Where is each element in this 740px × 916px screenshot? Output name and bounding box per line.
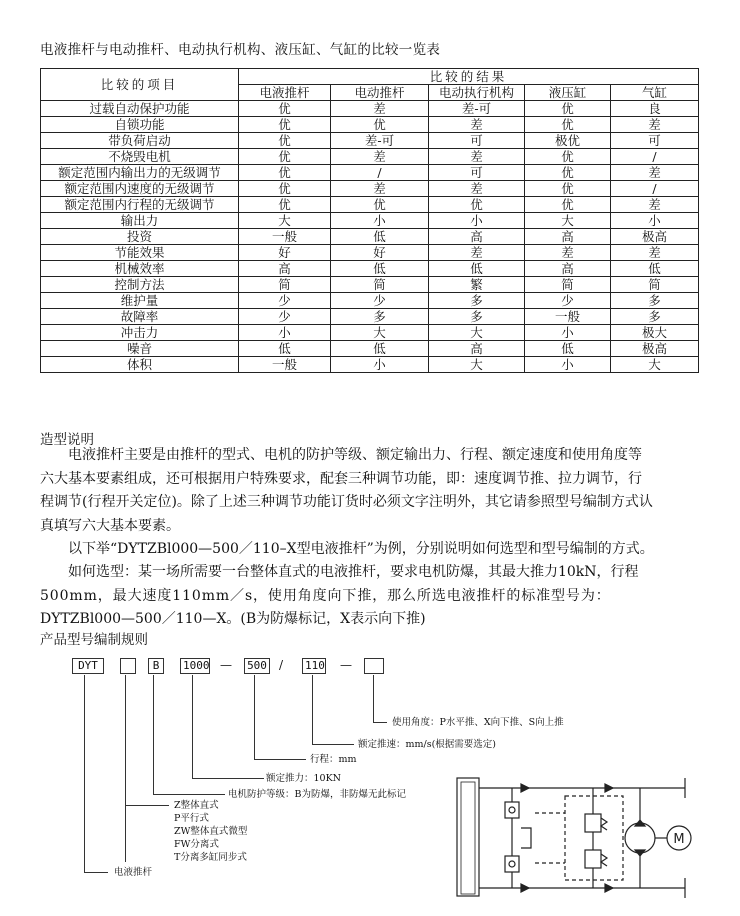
motor-symbol: M: [673, 832, 685, 847]
text-line: DYTZBl000—500／110—X。(B为防爆标记，X表示向下推): [40, 611, 426, 627]
column-header: 电动执行机构: [429, 85, 525, 101]
table-cell: /: [611, 181, 699, 197]
table-cell: 优: [239, 149, 331, 165]
table-cell: 优: [331, 197, 429, 213]
row-label: 过载自动保护功能: [41, 101, 239, 117]
table-cell: 低: [525, 341, 611, 357]
code-box-stroke: 500: [244, 658, 270, 674]
table-row: [41, 261, 699, 277]
table-row: [41, 149, 699, 165]
hydraulic-circuit-diagram: [455, 768, 700, 908]
table-cell: 高: [239, 261, 331, 277]
table-cell: 低: [331, 341, 429, 357]
table-cell: 高: [525, 229, 611, 245]
table-cell: 简: [239, 277, 331, 293]
table-cell: 差: [429, 117, 525, 133]
table-cell: 极高: [611, 341, 699, 357]
label-type-3: ZW整体直式微型: [174, 826, 248, 837]
table-cell: 优: [239, 101, 331, 117]
table-cell: 可: [429, 165, 525, 181]
table-cell: 小: [611, 213, 699, 229]
table-cell: 优: [239, 117, 331, 133]
table-cell: 差: [429, 149, 525, 165]
table-cell: 差: [525, 245, 611, 261]
code-box-angle: [364, 658, 384, 674]
row-label: 自锁功能: [41, 117, 239, 133]
label-force: 额定推力：10KN: [266, 773, 341, 784]
label-angle: 使用角度：P水平推、X向下推、S向上推: [392, 717, 564, 728]
table-cell: 少: [331, 293, 429, 309]
header-result: 比较的结果: [239, 69, 699, 85]
selection-paragraph-3: [40, 561, 700, 632]
table-cell: 大: [331, 325, 429, 341]
table-cell: 差: [611, 197, 699, 213]
table-cell: 优: [525, 165, 611, 181]
table-cell: 优: [239, 197, 331, 213]
table-row: [41, 101, 699, 117]
table-cell: 差: [331, 181, 429, 197]
table-cell: 优: [331, 117, 429, 133]
table-row: [41, 197, 699, 213]
table-cell: 低: [331, 229, 429, 245]
table-cell: 大: [429, 325, 525, 341]
table-row: [41, 245, 699, 261]
table-cell: 差: [429, 245, 525, 261]
header-item: 比较的项目: [41, 69, 239, 101]
table-cell: 差: [611, 165, 699, 181]
table-cell: 低: [429, 261, 525, 277]
table-cell: /: [611, 149, 699, 165]
table-body: [41, 101, 699, 373]
table-cell: 多: [429, 309, 525, 325]
table-cell: 高: [429, 229, 525, 245]
row-label: 额定范围内行程的无级调节: [41, 197, 239, 213]
code-box-force: 1000: [180, 658, 210, 674]
selection-heading: 造型说明: [40, 432, 94, 448]
table-cell: 小: [429, 213, 525, 229]
table-cell: 大: [239, 213, 331, 229]
table-cell: 大: [429, 357, 525, 373]
table-cell: 极大: [611, 325, 699, 341]
table-cell: 差: [611, 245, 699, 261]
table-cell: /: [331, 165, 429, 181]
code-box-dyt: DYT: [72, 658, 104, 674]
text-line: 电液推杆主要是由推杆的型式、电机的防护等级、额定输出力、行程、额定速度和使用角度等: [68, 447, 642, 463]
table-cell: 优: [239, 181, 331, 197]
table-cell: 极高: [611, 229, 699, 245]
text-line: 如何选型：某一场所需要一台整体直式的电液推杆，要求电机防爆，其最大推力10kN，行程: [68, 564, 639, 580]
table-cell: 多: [611, 293, 699, 309]
row-label: 故障率: [41, 309, 239, 325]
table-row: [41, 133, 699, 149]
table-row: [41, 117, 699, 133]
table-cell: 少: [239, 293, 331, 309]
label-protection: 电机防护等级：B为防爆，非防爆无此标记: [228, 789, 406, 800]
label-type-1: Z整体直式: [174, 800, 219, 811]
table-cell: 优: [239, 165, 331, 181]
table-cell: 差-可: [331, 133, 429, 149]
row-label: 控制方法: [41, 277, 239, 293]
table-cell: 优: [525, 117, 611, 133]
code-box-type: [120, 658, 136, 674]
separator: —: [220, 658, 232, 672]
row-label: 噪音: [41, 341, 239, 357]
table-cell: 小: [525, 325, 611, 341]
row-label: 机械效率: [41, 261, 239, 277]
table-cell: 一般: [239, 357, 331, 373]
row-label: 输出力: [41, 213, 239, 229]
code-box-protection: B: [148, 658, 164, 674]
table-row: [41, 325, 699, 341]
column-header: 气缸: [611, 85, 699, 101]
table-cell: 大: [525, 213, 611, 229]
label-product: 电液推杆: [114, 867, 153, 878]
table-cell: 优: [429, 197, 525, 213]
text-line: 500mm，最大速度110mm／s，使用角度向下推，那么所选电液推杆的标准型号为：: [40, 587, 611, 604]
table-cell: 大: [611, 357, 699, 373]
column-header: 液压缸: [525, 85, 611, 101]
table-row: [41, 293, 699, 309]
row-label: 冲击力: [41, 325, 239, 341]
table-cell: 差: [331, 101, 429, 117]
table-cell: 少: [525, 293, 611, 309]
table-cell: 极优: [525, 133, 611, 149]
table-cell: 简: [331, 277, 429, 293]
selection-paragraph-1: [40, 444, 700, 538]
label-type-2: P平行式: [174, 813, 209, 824]
table-cell: 良: [611, 101, 699, 117]
separator: —: [340, 658, 352, 672]
row-label: 带负荷启动: [41, 133, 239, 149]
table-row: [41, 277, 699, 293]
table-cell: 优: [525, 181, 611, 197]
column-header: 电液推杆: [239, 85, 331, 101]
table-cell: 可: [429, 133, 525, 149]
row-label: 投资: [41, 229, 239, 245]
text-line: 真填写六大基本要素。: [40, 517, 180, 534]
table-cell: 好: [331, 245, 429, 261]
table-cell: 优: [239, 133, 331, 149]
table-cell: 多: [429, 293, 525, 309]
label-type-4: FW分离式: [174, 839, 219, 850]
row-label: 额定范围内速度的无级调节: [41, 181, 239, 197]
table-cell: 好: [239, 245, 331, 261]
table-cell: 差: [429, 181, 525, 197]
table-cell: 差-可: [429, 101, 525, 117]
table-cell: 差: [331, 149, 429, 165]
row-label: 体积: [41, 357, 239, 373]
table-cell: 繁: [429, 277, 525, 293]
table-cell: 高: [429, 341, 525, 357]
table-cell: 优: [525, 197, 611, 213]
label-type-5: T分离多缸同步式: [174, 852, 247, 863]
table-cell: 高: [525, 261, 611, 277]
table-cell: 优: [525, 149, 611, 165]
table-cell: 差: [611, 117, 699, 133]
table-cell: 低: [331, 261, 429, 277]
text-line: 六大基本要素组成，还可根据用户特殊要求，配套三种调节功能，即：速度调节推、拉力调节，行: [40, 470, 642, 487]
table-row: [41, 229, 699, 245]
comparison-table: [40, 68, 699, 373]
selection-paragraph-2: 以下举“DYTZBl000—500／110–X型电液推杆”为例，分别说明如何选型和型号编制的方式。: [68, 541, 654, 557]
table-cell: 一般: [239, 229, 331, 245]
row-label: 维护量: [41, 293, 239, 309]
label-stroke: 行程：mm: [310, 754, 357, 765]
table-row: [41, 181, 699, 197]
table-cell: 低: [239, 341, 331, 357]
model-rules-heading: 产品型号编制规则: [40, 632, 148, 648]
table-cell: 一般: [525, 309, 611, 325]
table-cell: 小: [525, 357, 611, 373]
table-row: [41, 357, 699, 373]
code-box-speed: 110: [302, 658, 326, 674]
row-label: 节能效果: [41, 245, 239, 261]
table-cell: 简: [611, 277, 699, 293]
table-cell: 小: [239, 325, 331, 341]
text-line: 程调节(行程开关定位)。除了上述三种调节功能订货时必须文字注明外，其它请参照型号编制方式认: [40, 494, 653, 510]
table-cell: 多: [331, 309, 429, 325]
table-cell: 少: [239, 309, 331, 325]
document-title: 电液推杆与电动推杆、电动执行机构、液压缸、气缸的比较一览表: [40, 42, 441, 58]
table-row: [41, 341, 699, 357]
column-header: 电动推杆: [331, 85, 429, 101]
table-row: [41, 165, 699, 181]
table-cell: 小: [331, 213, 429, 229]
row-label: 额定范围内输出力的无级调节: [41, 165, 239, 181]
table-row: [41, 213, 699, 229]
table-cell: 小: [331, 357, 429, 373]
separator: /: [279, 658, 284, 672]
table-cell: 优: [525, 101, 611, 117]
table-cell: 多: [611, 309, 699, 325]
table-cell: 低: [611, 261, 699, 277]
table-row: [41, 309, 699, 325]
table-cell: 可: [611, 133, 699, 149]
row-label: 不烧毁电机: [41, 149, 239, 165]
table-cell: 简: [525, 277, 611, 293]
label-speed: 额定推速：mm/s(根据需要选定): [358, 739, 497, 750]
